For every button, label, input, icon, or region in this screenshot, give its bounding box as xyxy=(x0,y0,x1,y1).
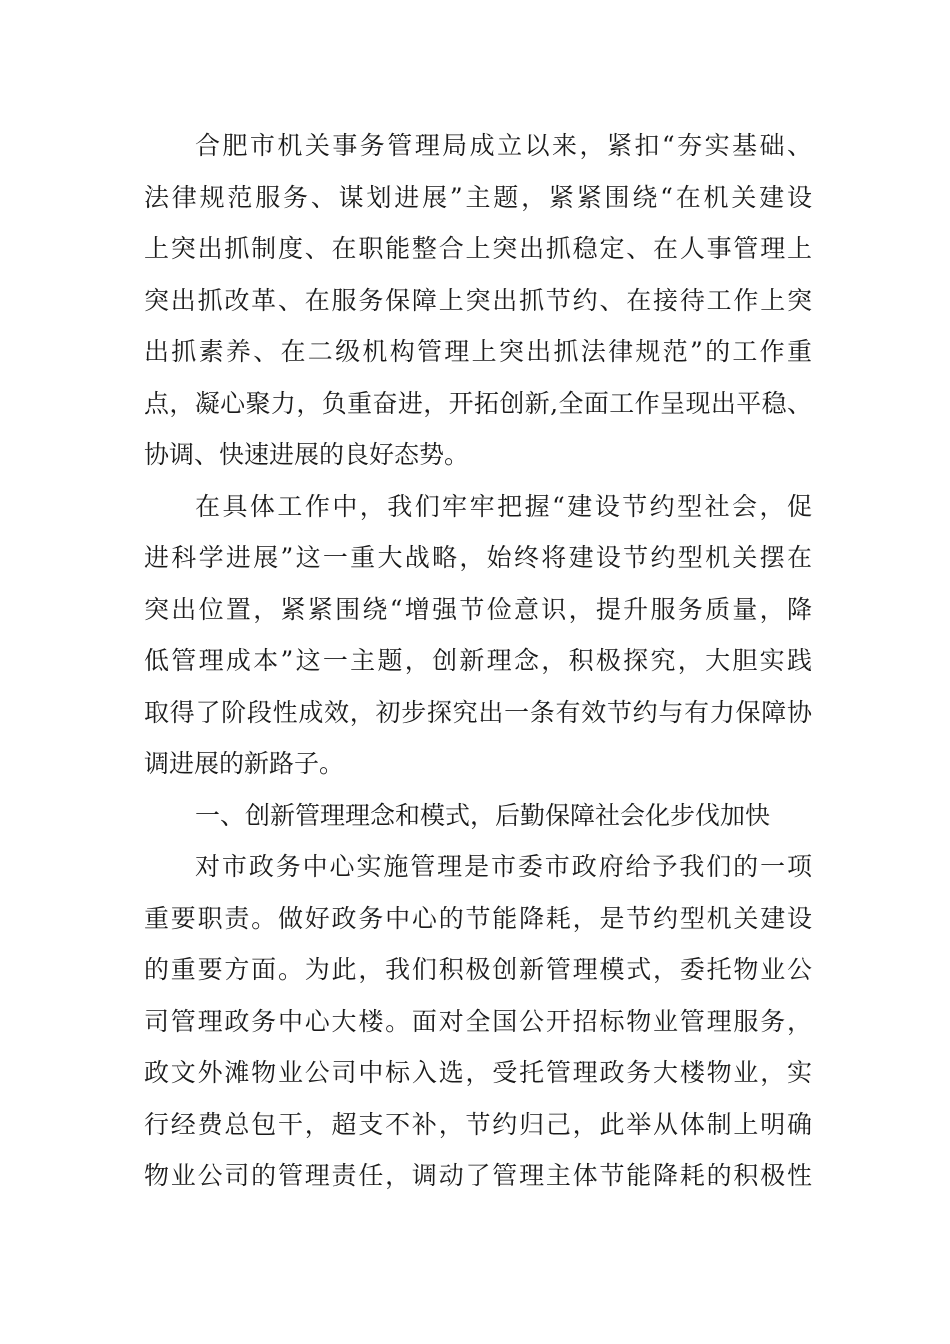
paragraph-1-line-6: 点，凝心聚力，负重奋进，开拓创新,全面工作呈现出平稳、 xyxy=(144,388,812,418)
paragraph-1-line-1: 合肥市机关事务管理局成立以来，紧扣“夯实基础、 xyxy=(195,131,812,160)
paragraph-3-line-6: 行经费总包干，超支不补，节约归己，此举从体制上明确 xyxy=(144,1109,812,1139)
paragraph-2-line-3: 突出位置，紧紧围绕“增强节俭意识，提升服务质量，降 xyxy=(144,594,812,624)
paragraph-3-line-2: 重要职责。做好政务中心的节能降耗，是节约型机关建设 xyxy=(144,903,812,933)
document-body xyxy=(144,120,812,1202)
paragraph-2-line-2: 进科学进展”这一重大战略，始终将建设节约型机关摆在 xyxy=(144,543,812,572)
paragraph-3-line-3: 的重要方面。为此，我们积极创新管理模式，委托物业公 xyxy=(144,955,812,984)
paragraph-1-line-2: 法律规范服务、谋划进展”主题，紧紧围绕“在机关建设 xyxy=(144,182,812,212)
paragraph-3-line-4: 司管理政务中心大楼。面对全国公开招标物业管理服务， xyxy=(144,1006,812,1036)
paragraph-3-line-5: 政文外滩物业公司中标入选，受托管理政务大楼物业，实 xyxy=(144,1058,812,1087)
paragraph-2-line-6: 调进展的新路子。 xyxy=(144,749,345,778)
paragraph-1-line-5: 出抓素养、在二级机构管理上突出抓法律规范”的工作重 xyxy=(144,337,812,366)
paragraph-1-line-7: 协调、快速进展的良好态势。 xyxy=(144,440,470,469)
paragraph-3-line-1: 对市政务中心实施管理是市委市政府给予我们的一项 xyxy=(195,852,812,881)
paragraph-1-line-3: 上突出抓制度、在职能整合上突出抓稳定、在人事管理上 xyxy=(144,234,812,263)
paragraph-1-line-4: 突出抓改革、在服务保障上突出抓节约、在接待工作上突 xyxy=(144,285,812,315)
paragraph-2-line-1: 在具体工作中，我们牢牢把握“建设节约型社会，促 xyxy=(195,491,812,521)
paragraph-2-line-4: 低管理成本”这一主题，创新理念，积极探究，大胆实践 xyxy=(144,646,812,675)
paragraph-2-line-5: 取得了阶段性成效，初步探究出一条有效节约与有力保障协 xyxy=(144,697,812,727)
paragraph-3-line-7: 物业公司的管理责任，调动了管理主体节能降耗的积极性 xyxy=(144,1161,812,1190)
section-heading: 一、创新管理理念和模式，后勤保障社会化步伐加快 xyxy=(195,800,771,830)
